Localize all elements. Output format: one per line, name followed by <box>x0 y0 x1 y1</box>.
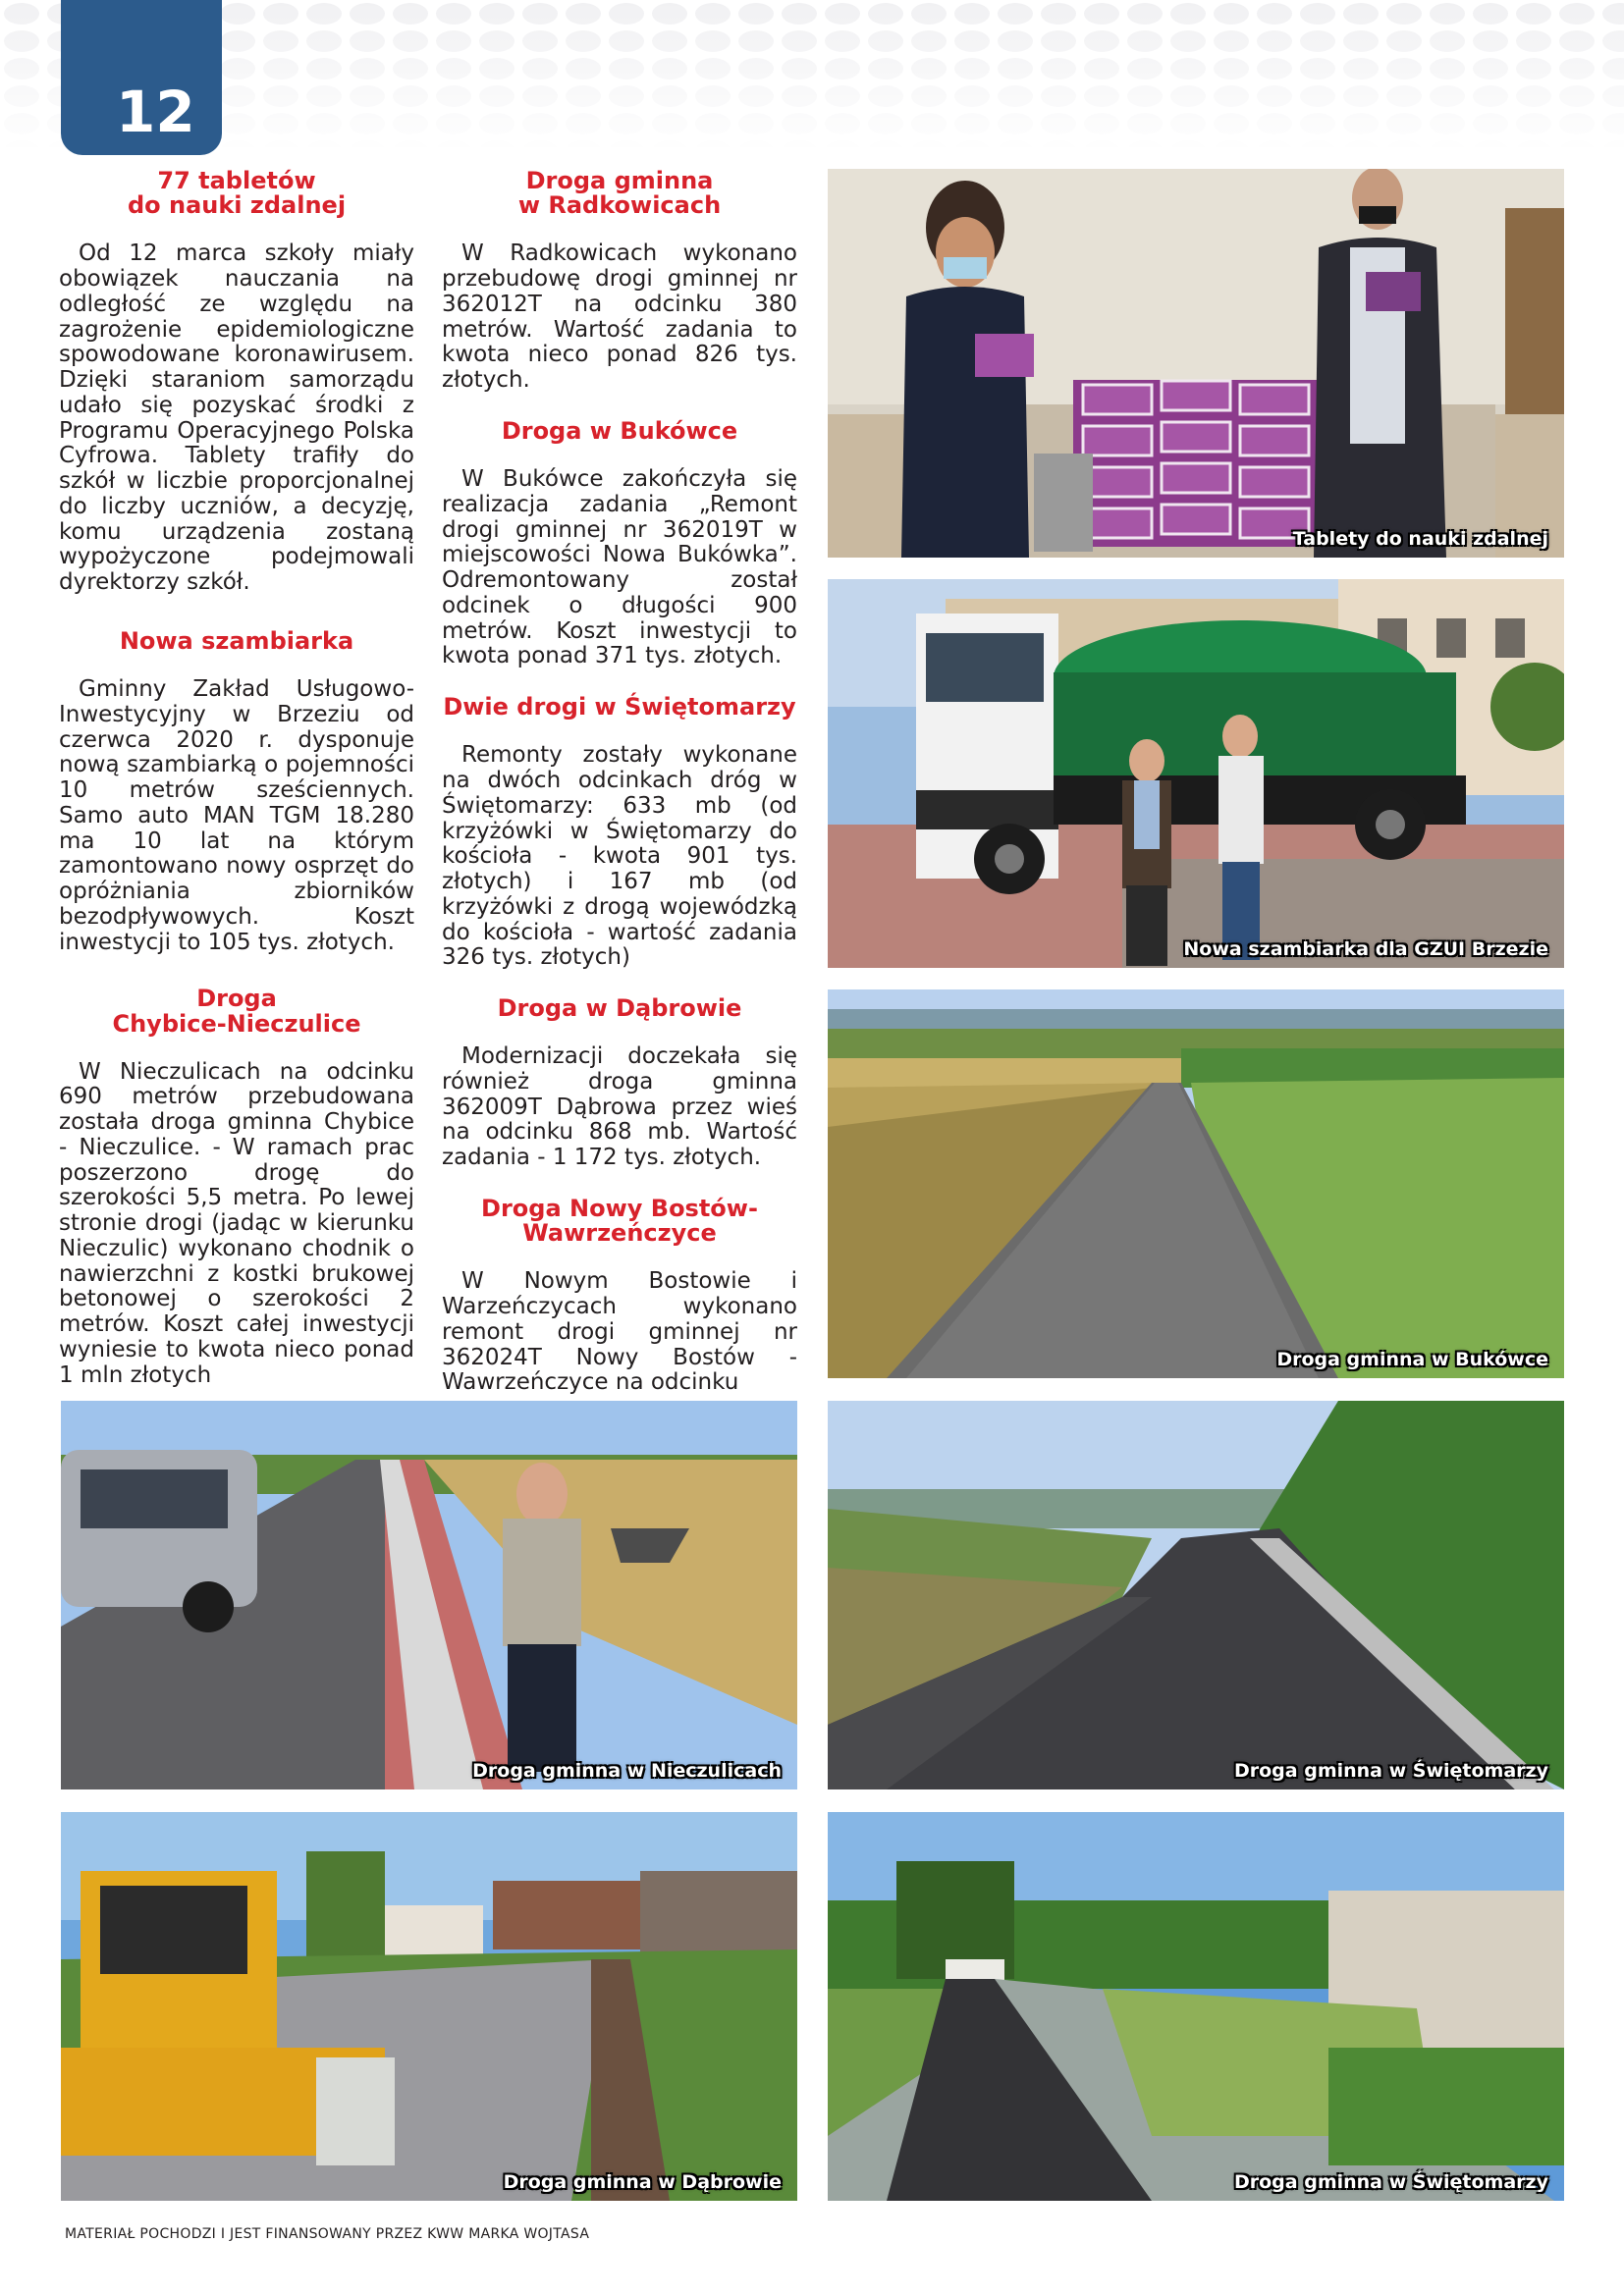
photo-caption: Droga gminna w Świętomarzy <box>1233 1760 1548 1782</box>
photo-caption: Nowa szambiarka dla GZUI Brzezie <box>1183 938 1548 960</box>
photo-caption: Tablety do nauki zdalnej <box>1292 528 1548 550</box>
truck-photo-icon <box>828 579 1564 968</box>
page-number: 12 <box>116 79 195 145</box>
article-body: Gminny Zakład Usługowo-Inwestycyjny w Brzeziu od czerwca 2020 r. dysponuje nową szambiarką o pojemności 10 metrów sześciennych. Samo auto MAN TGM 18.280 ma 10 lat na którym zamontowano nowy osprzęt do opróżniania zbiorników bezodpływowych. Koszt inwestycji to 105 tys. złotych. <box>59 676 414 955</box>
article-title: Droga Chybice-Nieczulice <box>112 985 361 1038</box>
photo-road-dabrowa <box>61 1812 797 2201</box>
photo-caption: Droga gminna w Świętomarzy <box>1233 2171 1548 2193</box>
photo-road-swietomarz-1 <box>828 1401 1564 1789</box>
article-body: Modernizacji doczekała się również droga gminna 362009T Dąbrowa przez wieś na odcinku 868 mb. Wartość zadania - 1 172 tys. złotych. <box>442 1043 797 1171</box>
article-title: Droga Nowy Bostów- Wawrzeńczyce <box>481 1194 758 1248</box>
article-title: Droga w Dąbrowie <box>497 994 742 1022</box>
article-body: W Nieczulicach na odcinku 690 metrów przebudowana została droga gminna Chybice - Nieczulice. - W ramach prac poszerzono drogę do szerokości 5,5 metra. Po lewej stronie drogi (jadąc w kierunku Nieczulic) wykonano chodnik o nawierzchni z kostki brukowej betonowej o szerokości 2 metrów. Koszt całej inwestycji wyniesie to kwota nieco ponad 1 mln złotych <box>59 1058 414 1388</box>
roller-photo-icon <box>61 1812 797 2201</box>
photo-road-bukowka <box>828 989 1564 1378</box>
photo-road-nieczulice <box>61 1401 797 1789</box>
article-body: Remonty zostały wykonane na dwóch odcinkach dróg w Świętomarzy: 633 mb (od krzyżówki w Świętomarzy do kościoła - kwota 901 tys. złotych) i 167 mb (od krzyżówki z drogą wojewódzką do kościoła - wartość zadania 326 tys. złotych) <box>442 742 797 971</box>
article-title: Nowa szambiarka <box>119 626 354 655</box>
article-title: 77 tabletów do nauki zdalnej <box>127 167 347 220</box>
photo-caption: Droga gminna w Nieczulicach <box>472 1760 782 1782</box>
tablets-photo-icon <box>828 169 1564 558</box>
photo-caption: Droga gminna w Dąbrowie <box>503 2171 782 2193</box>
article-body: W Radkowicach wykonano przebudowę drogi gminnej nr 362012T na odcinku 380 metrów. Wartość zadania to kwota nieco ponad 826 tys. złotych. <box>442 240 797 394</box>
article-body: W Bukówce zakończyła się realizacja zadania „Remont drogi gminnej nr 362019T w miejscowości Nowa Bukówka”. Odremontowany został odcinek o długości 900 metrów. Koszt inwestycji to kwota ponad 371 tys. złotych. <box>442 466 797 669</box>
photo-septic-truck <box>828 579 1564 968</box>
header-dot-pattern <box>0 0 1624 157</box>
photo-caption: Droga gminna w Bukówce <box>1276 1349 1548 1370</box>
footer-disclaimer: MATERIAŁ POCHODZI I JEST FINANSOWANY PRZEZ KWW MARKA WOJTASA <box>65 2226 590 2242</box>
road-photo-icon <box>828 1401 1564 1789</box>
article-title: Dwie drogi w Świętomarzy <box>443 693 796 721</box>
text-column-left <box>59 169 414 1414</box>
text-column-middle <box>442 169 797 1421</box>
article-title: Droga w Bukówce <box>501 416 738 445</box>
article-body: W Nowym Bostowie i Warzeńczycach wykonano remont drogi gminnej nr 362024T Nowy Bostów - Wawrzeńczyce na odcinku <box>442 1268 797 1396</box>
road-photo-icon <box>828 989 1564 1378</box>
article-body: Od 12 marca szkoły miały obowiązek nauczania na odległość ze względu na zagrożenie epidemiologiczne spowodowane koronawirusem. Dzięki staraniom samorządu udało się pozyskać środki z Programu Operacyjnego Polska Cyfrowa. Tablety trafiły do szkół w liczbie proporcjonalnej do liczby uczniów, a decyzję, komu urządzenia zostaną wypożyczone podejmowali dyrektorzy szkół. <box>59 240 414 596</box>
road-photo-icon <box>828 1812 1564 2201</box>
road-photo-icon <box>61 1401 797 1789</box>
photo-road-swietomarz-2 <box>828 1812 1564 2201</box>
photo-tablets <box>828 169 1564 558</box>
article-title: Droga gminna w Radkowicach <box>517 167 722 220</box>
